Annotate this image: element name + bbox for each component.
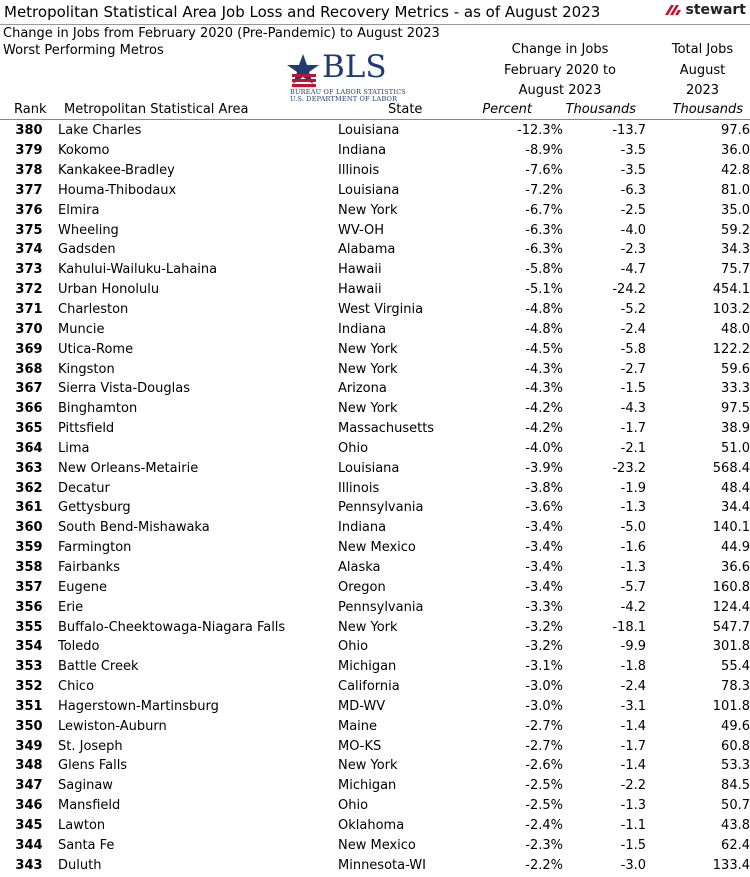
- table-row: [0, 419, 750, 439]
- metro-cell: Binghamton: [58, 401, 138, 417]
- state-cell: Michigan: [338, 659, 397, 675]
- state-cell: Indiana: [338, 520, 387, 536]
- percent-cell: -2.3%: [525, 837, 563, 853]
- metro-cell: Sierra Vista-Douglas: [58, 381, 190, 397]
- thousands-cell: -3.5: [620, 163, 646, 179]
- thousands-cell: -5.8: [620, 341, 646, 357]
- table-row: [0, 617, 750, 637]
- state-cell: New Mexico: [338, 540, 416, 556]
- state-cell: Ohio: [338, 639, 369, 655]
- state-cell: Minnesota-WI: [338, 857, 426, 873]
- metro-cell: South Bend-Mishawaka: [58, 520, 210, 536]
- rank-cell: 370: [15, 321, 43, 337]
- state-cell: Illinois: [338, 163, 380, 179]
- percent-cell: -12.3%: [517, 123, 563, 139]
- table-row: [0, 379, 750, 399]
- rank-cell: 356: [15, 599, 43, 615]
- metro-cell: Hagerstown-Martinsburg: [58, 698, 219, 714]
- thousands-cell: -1.5: [620, 837, 646, 853]
- thousands-cell: -24.2: [612, 282, 646, 298]
- page-title: Metropolitan Statistical Area Job Loss and Recovery Metrics - as of August 2023: [4, 3, 601, 21]
- table-row: [0, 141, 750, 161]
- percent-cell: -2.7%: [525, 738, 563, 754]
- total-jobs-cell: 50.7: [721, 798, 750, 814]
- percent-cell: -8.9%: [525, 143, 563, 159]
- percent-cell: -7.2%: [525, 182, 563, 198]
- rank-cell: 351: [15, 698, 43, 714]
- thousands-cell: -5.2: [620, 302, 646, 318]
- rank-cell: 345: [15, 817, 43, 833]
- metro-cell: Santa Fe: [58, 837, 115, 853]
- metro-cell: Lake Charles: [58, 123, 142, 139]
- state-cell: Illinois: [338, 480, 380, 496]
- rank-cell: 358: [15, 559, 43, 575]
- table-row: [0, 716, 750, 736]
- total-thousands-header: Thousands: [672, 102, 743, 117]
- metro-cell: Utica-Rome: [58, 341, 134, 357]
- total-jobs-cell: 48.0: [721, 321, 750, 337]
- metro-cell: Muncie: [58, 321, 105, 337]
- subtitle: Change in Jobs from February 2020 (Pre-Pandemic) to August 2023: [3, 26, 440, 41]
- thousands-cell: -1.3: [620, 500, 646, 516]
- rank-cell: 344: [15, 837, 43, 853]
- metro-cell: Kahului-Wailuku-Lahaina: [58, 262, 218, 278]
- table-row: [0, 835, 750, 855]
- percent-cell: -4.0%: [525, 440, 563, 456]
- state-cell: Louisiana: [338, 123, 400, 139]
- table-row: [0, 220, 750, 240]
- rank-cell: 348: [15, 758, 43, 774]
- table-row: [0, 637, 750, 657]
- subtitle-worst: Worst Performing Metros: [3, 43, 164, 58]
- percent-header: Percent: [482, 102, 532, 117]
- total-jobs-cell: 75.7: [721, 262, 750, 278]
- rank-cell: 357: [15, 579, 43, 595]
- percent-cell: -3.0%: [525, 698, 563, 714]
- metro-cell: Kingston: [58, 361, 115, 377]
- percent-cell: -3.2%: [525, 639, 563, 655]
- percent-cell: -4.3%: [525, 381, 563, 397]
- rank-cell: 372: [15, 282, 43, 298]
- total-jobs-cell: 124.4: [712, 599, 750, 615]
- table-row: [0, 538, 750, 558]
- stewart-mark-icon: [663, 3, 683, 17]
- table-row: [0, 399, 750, 419]
- total-jobs-cell: 81.0: [721, 182, 750, 198]
- metro-cell: Chico: [58, 679, 95, 695]
- thousands-cell: -13.7: [612, 123, 646, 139]
- percent-cell: -3.3%: [525, 599, 563, 615]
- state-cell: Alaska: [338, 559, 381, 575]
- metro-cell: Charleston: [58, 302, 129, 318]
- stewart-logo-text: stewart: [685, 2, 746, 18]
- total-header-line1: Total Jobs: [671, 42, 734, 57]
- metro-cell: Eugene: [58, 579, 107, 595]
- metro-cell: St. Joseph: [58, 738, 123, 754]
- total-jobs-cell: 38.9: [721, 421, 750, 437]
- metro-cell: Buffalo-Cheektowaga-Niagara Falls: [58, 619, 286, 635]
- rank-cell: 363: [15, 460, 43, 476]
- state-cell: Pennsylvania: [338, 599, 424, 615]
- rank-cell: 380: [15, 123, 43, 139]
- percent-cell: -3.6%: [525, 500, 563, 516]
- rank-cell: 376: [15, 202, 43, 218]
- rank-cell: 373: [15, 262, 43, 278]
- state-cell: New York: [338, 341, 398, 357]
- metro-cell: Gadsden: [58, 242, 116, 258]
- percent-cell: -3.1%: [525, 659, 563, 675]
- state-cell: New York: [338, 619, 398, 635]
- table-row: [0, 439, 750, 459]
- bls-logo-text: BLS: [322, 49, 387, 85]
- state-cell: New York: [338, 758, 398, 774]
- thousands-cell: -5.0: [620, 520, 646, 536]
- thousands-cell: -1.7: [620, 738, 646, 754]
- percent-cell: -6.3%: [525, 242, 563, 258]
- state-cell: Maine: [338, 718, 378, 734]
- state-cell: Arizona: [338, 381, 387, 397]
- rank-cell: 346: [15, 798, 43, 814]
- rank-cell: 375: [15, 222, 43, 238]
- change-header-line1: Change in Jobs: [511, 42, 609, 57]
- thousands-cell: -3.1: [620, 698, 646, 714]
- total-jobs-cell: 59.2: [721, 222, 750, 238]
- metro-cell: Battle Creek: [58, 659, 139, 675]
- percent-cell: -4.5%: [525, 341, 563, 357]
- total-jobs-cell: 60.8: [721, 738, 750, 754]
- percent-cell: -3.4%: [525, 559, 563, 575]
- state-cell: Pennsylvania: [338, 500, 424, 516]
- state-cell: Oregon: [338, 579, 386, 595]
- thousands-cell: -9.9: [620, 639, 646, 655]
- table-row: [0, 776, 750, 796]
- total-jobs-cell: 33.3: [721, 381, 750, 397]
- total-jobs-cell: 51.0: [721, 440, 750, 456]
- total-jobs-cell: 43.8: [721, 817, 750, 833]
- total-jobs-cell: 97.6: [721, 123, 750, 139]
- table-row: [0, 558, 750, 578]
- percent-cell: -7.6%: [525, 163, 563, 179]
- table-row: [0, 518, 750, 538]
- state-cell: West Virginia: [338, 302, 424, 318]
- bls-logo-line2: U.S. DEPARTMENT OF LABOR: [290, 95, 398, 103]
- percent-cell: -3.4%: [525, 520, 563, 536]
- thousands-cell: -3.0: [620, 857, 646, 873]
- thousands-cell: -1.3: [620, 559, 646, 575]
- state-cell: New York: [338, 361, 398, 377]
- thousands-cell: -2.1: [620, 440, 646, 456]
- thousands-cell: -1.7: [620, 421, 646, 437]
- percent-cell: -2.5%: [525, 778, 563, 794]
- state-header: State: [388, 102, 423, 117]
- metro-cell: Gettysburg: [58, 500, 131, 516]
- table-row: [0, 359, 750, 379]
- total-jobs-cell: 44.9: [721, 540, 750, 556]
- table-row: [0, 300, 750, 320]
- total-jobs-cell: 301.8: [712, 639, 750, 655]
- rank-cell: 354: [15, 639, 43, 655]
- rank-cell: 349: [15, 738, 43, 754]
- state-cell: New Mexico: [338, 837, 416, 853]
- percent-cell: -3.2%: [525, 619, 563, 635]
- total-header-line2: August: [679, 63, 726, 78]
- percent-cell: -2.7%: [525, 718, 563, 734]
- total-jobs-cell: 101.8: [712, 698, 750, 714]
- state-cell: Ohio: [338, 798, 369, 814]
- percent-cell: -4.8%: [525, 302, 563, 318]
- table-row: [0, 161, 750, 181]
- table-row: [0, 855, 750, 875]
- table-row: [0, 181, 750, 201]
- thousands-cell: -4.7: [620, 262, 646, 278]
- total-jobs-cell: 53.3: [721, 758, 750, 774]
- table-row: [0, 260, 750, 280]
- title-bar: [0, 0, 750, 25]
- metro-cell: Lawton: [58, 817, 106, 833]
- state-cell: New York: [338, 401, 398, 417]
- thousands-cell: -2.5: [620, 202, 646, 218]
- thousands-cell: -2.7: [620, 361, 646, 377]
- table-row: [0, 121, 750, 141]
- rank-cell: 359: [15, 540, 43, 556]
- state-cell: Hawaii: [338, 262, 382, 278]
- state-cell: California: [338, 679, 400, 695]
- total-jobs-cell: 160.8: [712, 579, 750, 595]
- table-row: [0, 200, 750, 220]
- percent-cell: -4.2%: [525, 401, 563, 417]
- state-cell: MO-KS: [338, 738, 382, 754]
- metro-cell: Erie: [58, 599, 84, 615]
- metro-cell: Decatur: [58, 480, 110, 496]
- table-row: [0, 756, 750, 776]
- table-row: [0, 478, 750, 498]
- state-cell: Michigan: [338, 778, 397, 794]
- thousands-cell: -2.4: [620, 321, 646, 337]
- rank-cell: 365: [15, 421, 43, 437]
- table-row: [0, 736, 750, 756]
- rank-cell: 364: [15, 440, 43, 456]
- metro-header: Metropolitan Statistical Area: [64, 102, 249, 117]
- percent-cell: -2.4%: [525, 817, 563, 833]
- percent-cell: -2.5%: [525, 798, 563, 814]
- metro-cell: Duluth: [58, 857, 102, 873]
- rank-cell: 347: [15, 778, 43, 794]
- total-jobs-cell: 78.3: [721, 679, 750, 695]
- metro-cell: Lima: [58, 440, 90, 456]
- metro-cell: Kankakee-Bradley: [58, 163, 175, 179]
- total-jobs-cell: 122.2: [712, 341, 750, 357]
- percent-cell: -3.0%: [525, 679, 563, 695]
- metro-cell: Glens Falls: [58, 758, 128, 774]
- total-jobs-cell: 49.6: [721, 718, 750, 734]
- total-jobs-cell: 97.5: [721, 401, 750, 417]
- percent-cell: -5.8%: [525, 262, 563, 278]
- total-jobs-cell: 59.6: [721, 361, 750, 377]
- rank-cell: 366: [15, 401, 43, 417]
- metro-cell: Wheeling: [58, 222, 119, 238]
- total-jobs-cell: 35.0: [721, 202, 750, 218]
- state-cell: MD-WV: [338, 698, 386, 714]
- rank-cell: 369: [15, 341, 43, 357]
- metro-cell: Houma-Thibodaux: [58, 182, 177, 198]
- percent-cell: -6.3%: [525, 222, 563, 238]
- rank-cell: 350: [15, 718, 43, 734]
- rank-cell: 377: [15, 182, 43, 198]
- thousands-cell: -1.9: [620, 480, 646, 496]
- thousands-cell: -1.5: [620, 381, 646, 397]
- metro-cell: Saginaw: [58, 778, 113, 794]
- metro-cell: Mansfield: [58, 798, 121, 814]
- table-row: [0, 577, 750, 597]
- total-jobs-cell: 140.1: [712, 520, 750, 536]
- percent-cell: -3.4%: [525, 540, 563, 556]
- percent-cell: -4.3%: [525, 361, 563, 377]
- thousands-cell: -2.3: [620, 242, 646, 258]
- thousands-cell: -1.4: [620, 758, 646, 774]
- thousands-cell: -1.8: [620, 659, 646, 675]
- rank-cell: 379: [15, 143, 43, 159]
- state-cell: Hawaii: [338, 282, 382, 298]
- total-jobs-cell: 568.4: [712, 460, 750, 476]
- rank-cell: 362: [15, 480, 43, 496]
- thousands-cell: -3.5: [620, 143, 646, 159]
- table-row: [0, 696, 750, 716]
- percent-cell: -2.6%: [525, 758, 563, 774]
- rank-cell: 361: [15, 500, 43, 516]
- table-row: [0, 498, 750, 518]
- table-row: [0, 240, 750, 260]
- table-row: [0, 339, 750, 359]
- rank-cell: 371: [15, 302, 43, 318]
- rank-cell: 378: [15, 163, 43, 179]
- state-cell: Indiana: [338, 143, 387, 159]
- thousands-header: Thousands: [565, 102, 636, 117]
- percent-cell: -5.1%: [525, 282, 563, 298]
- state-cell: Louisiana: [338, 182, 400, 198]
- state-cell: WV-OH: [338, 222, 385, 238]
- state-cell: Indiana: [338, 321, 387, 337]
- percent-cell: -2.2%: [525, 857, 563, 873]
- table-row: [0, 280, 750, 300]
- thousands-cell: -1.1: [620, 817, 646, 833]
- table-row: [0, 458, 750, 478]
- state-cell: Alabama: [338, 242, 396, 258]
- state-cell: Massachusetts: [338, 421, 435, 437]
- state-cell: New York: [338, 202, 398, 218]
- total-jobs-cell: 34.3: [721, 242, 750, 258]
- metro-cell: Kokomo: [58, 143, 110, 159]
- thousands-cell: -2.4: [620, 679, 646, 695]
- thousands-cell: -23.2: [612, 460, 646, 476]
- thousands-cell: -4.3: [620, 401, 646, 417]
- total-jobs-cell: 84.5: [721, 778, 750, 794]
- total-jobs-cell: 62.4: [721, 837, 750, 853]
- bls-logo-line1: BUREAU OF LABOR STATISTICS: [290, 88, 406, 96]
- total-header-line3: 2023: [685, 83, 720, 98]
- total-jobs-cell: 34.4: [721, 500, 750, 516]
- percent-cell: -3.4%: [525, 579, 563, 595]
- rank-cell: 360: [15, 520, 43, 536]
- metro-cell: Toledo: [58, 639, 100, 655]
- metro-cell: Elmira: [58, 202, 100, 218]
- total-jobs-cell: 454.1: [712, 282, 750, 298]
- table-row: [0, 677, 750, 697]
- data-table: [0, 121, 750, 875]
- table-row: [0, 657, 750, 677]
- change-header-line2: February 2020 to: [503, 63, 616, 78]
- rank-cell: 374: [15, 242, 43, 258]
- total-jobs-cell: 103.2: [712, 302, 750, 318]
- rank-cell: 355: [15, 619, 43, 635]
- rank-header: Rank: [14, 102, 47, 117]
- rank-cell: 352: [15, 679, 43, 695]
- table-row: [0, 816, 750, 836]
- state-cell: Oklahoma: [338, 817, 405, 833]
- total-jobs-cell: 547.7: [712, 619, 750, 635]
- thousands-cell: -4.2: [620, 599, 646, 615]
- thousands-cell: -5.7: [620, 579, 646, 595]
- thousands-cell: -1.6: [620, 540, 646, 556]
- percent-cell: -4.8%: [525, 321, 563, 337]
- thousands-cell: -1.4: [620, 718, 646, 734]
- table-row: [0, 319, 750, 339]
- header-divider: [0, 119, 750, 120]
- metro-cell: Farmington: [58, 540, 132, 556]
- total-jobs-cell: 55.4: [721, 659, 750, 675]
- metro-cell: New Orleans-Metairie: [58, 460, 199, 476]
- thousands-cell: -6.3: [620, 182, 646, 198]
- metro-cell: Fairbanks: [58, 559, 120, 575]
- total-jobs-cell: 36.6: [721, 559, 750, 575]
- total-jobs-cell: 133.4: [712, 857, 750, 873]
- rank-cell: 368: [15, 361, 43, 377]
- percent-cell: -4.2%: [525, 421, 563, 437]
- rank-cell: 367: [15, 381, 43, 397]
- percent-cell: -3.9%: [525, 460, 563, 476]
- percent-cell: -3.8%: [525, 480, 563, 496]
- metro-cell: Urban Honolulu: [58, 282, 160, 298]
- change-header-line3: August 2023: [518, 83, 602, 98]
- table-row: [0, 597, 750, 617]
- state-cell: Ohio: [338, 440, 369, 456]
- total-jobs-cell: 36.0: [721, 143, 750, 159]
- metro-cell: Lewiston-Auburn: [58, 718, 167, 734]
- table-row: [0, 796, 750, 816]
- thousands-cell: -2.2: [620, 778, 646, 794]
- total-jobs-cell: 48.4: [721, 480, 750, 496]
- thousands-cell: -1.3: [620, 798, 646, 814]
- percent-cell: -6.7%: [525, 202, 563, 218]
- total-jobs-cell: 42.8: [721, 163, 750, 179]
- thousands-cell: -18.1: [612, 619, 646, 635]
- thousands-cell: -4.0: [620, 222, 646, 238]
- stewart-logo: [663, 2, 747, 18]
- metro-cell: Pittsfield: [58, 421, 115, 437]
- rank-cell: 343: [15, 857, 43, 873]
- state-cell: Louisiana: [338, 460, 400, 476]
- rank-cell: 353: [15, 659, 43, 675]
